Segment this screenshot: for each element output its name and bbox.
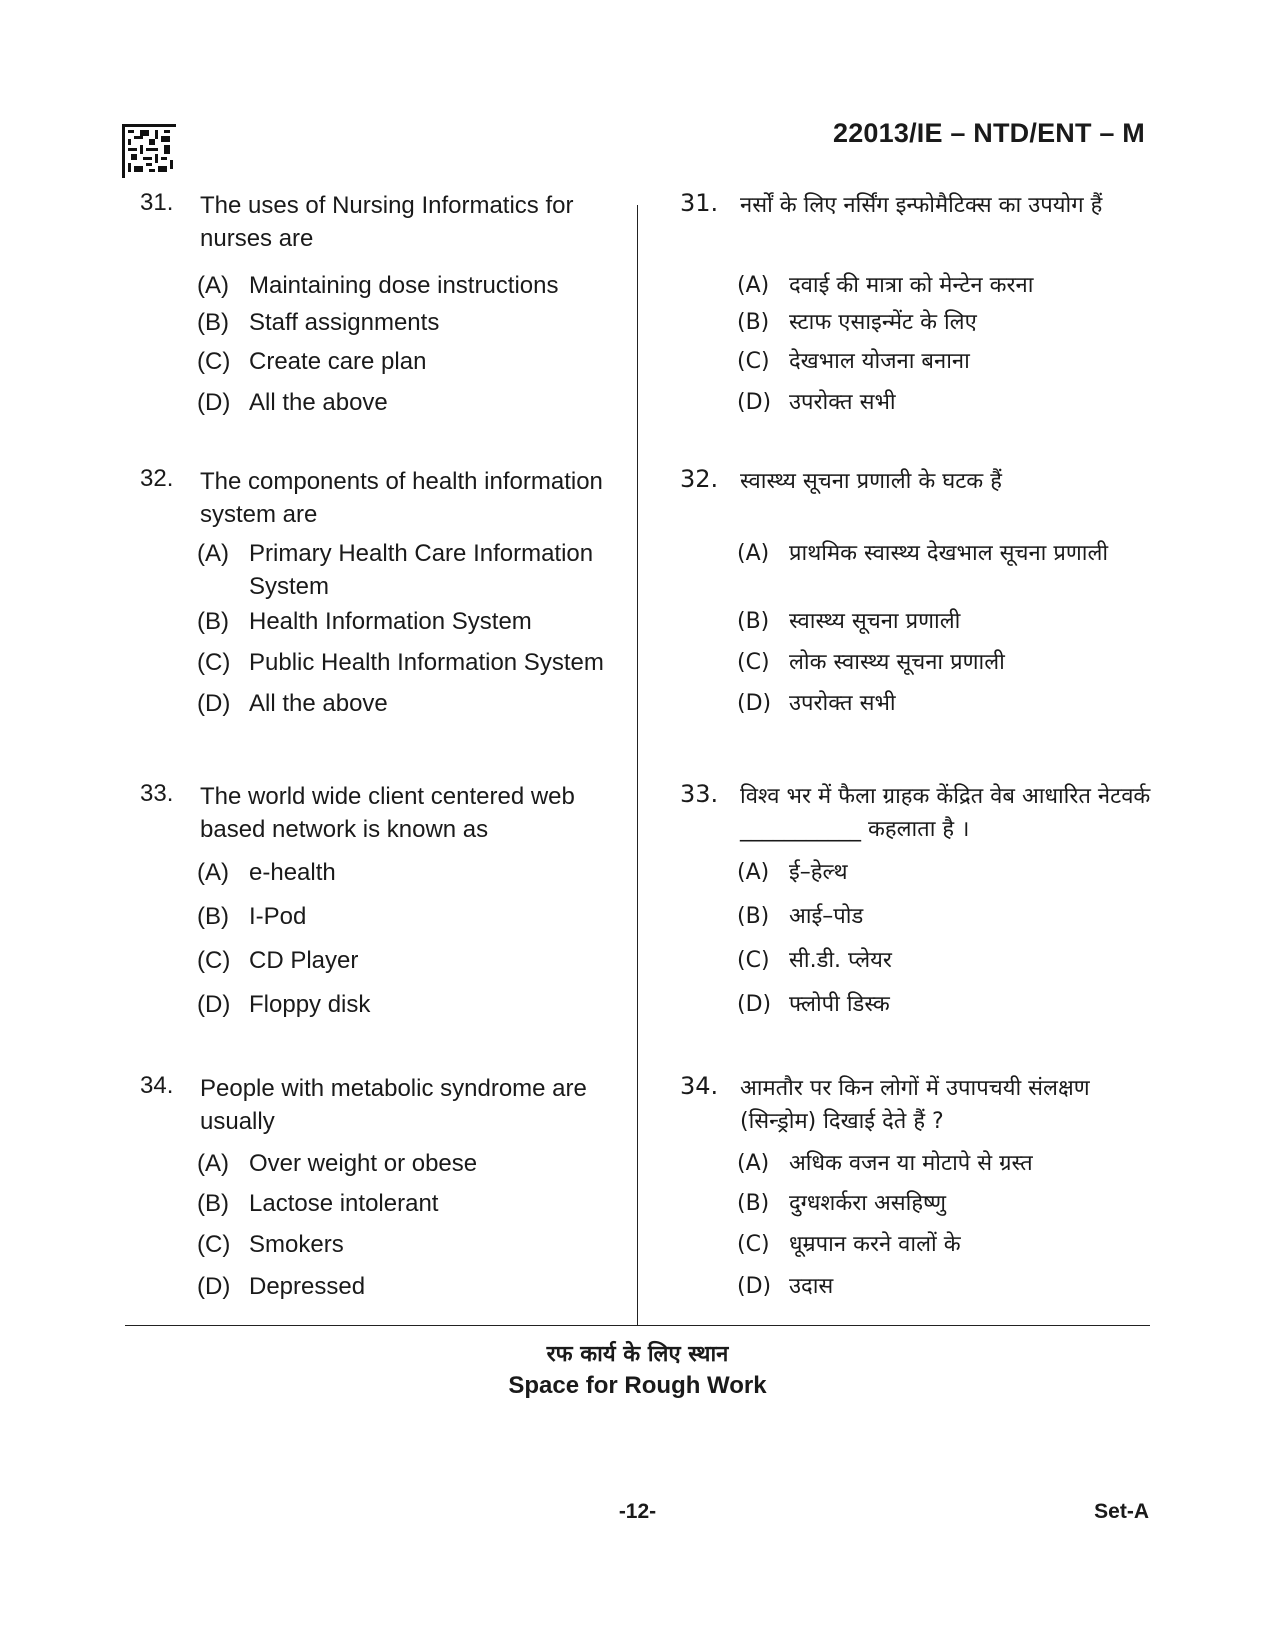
option-label: (D): [197, 690, 231, 717]
option-text: सी.डी. प्लेयर: [789, 948, 892, 973]
option-text: CD Player: [249, 947, 359, 974]
question-text: स्वास्थ्य सूचना प्रणाली के घटक हैं: [740, 469, 1002, 494]
question-number: 34.: [680, 1072, 719, 1100]
option-label: (C): [737, 948, 770, 973]
option-text: अधिक वजन या मोटापे से ग्रस्त: [789, 1151, 1033, 1176]
option-label: (C): [197, 1231, 231, 1258]
column-divider: [637, 205, 638, 1325]
option-text: प्राथमिक स्वास्थ्य देखभाल सूचना प्रणाली: [789, 541, 1109, 566]
option-label: (A): [197, 272, 229, 299]
option-text: Depressed: [249, 1273, 366, 1300]
option-label: (D): [737, 691, 772, 716]
option-label: (B): [197, 903, 229, 930]
option-label: (C): [197, 649, 231, 676]
question-number: 31.: [680, 189, 719, 217]
option-text: Maintaining dose instructions: [249, 272, 559, 299]
option-label: (A): [737, 541, 770, 566]
option-text: All the above: [249, 690, 388, 717]
option-text: e-health: [249, 859, 336, 886]
option-label: (A): [737, 1151, 770, 1176]
question-text: The components of health information system are: [200, 468, 603, 528]
option-label: (C): [197, 947, 231, 974]
page-number: -12-: [618, 1500, 657, 1523]
option-label: (C): [737, 1232, 770, 1257]
qr-code: [122, 124, 176, 178]
question-text: The world wide client centered web based network is known as: [200, 783, 575, 843]
option-text: दवाई की मात्रा को मेन्टेन करना: [789, 273, 1034, 298]
option-text: धूम्रपान करने वालों के: [789, 1232, 961, 1257]
set-label: Set-A: [1094, 1500, 1149, 1523]
question-number: 34.: [140, 1072, 174, 1099]
option-text: देखभाल योजना बनाना: [789, 349, 970, 374]
option-label: (D): [737, 992, 772, 1017]
option-label: (A): [197, 540, 229, 567]
option-text: Health Information System: [249, 608, 532, 635]
exam-code: 22013/IE – NTD/ENT – M: [832, 118, 1145, 148]
option-label: (A): [737, 860, 770, 885]
option-label: (A): [737, 273, 770, 298]
option-text: Over weight or obese: [249, 1150, 478, 1177]
option-label: (B): [737, 1191, 770, 1216]
option-text: उपरोक्त सभी: [789, 390, 896, 415]
option-text: Create care plan: [249, 348, 427, 375]
option-label: (D): [197, 1273, 231, 1300]
question-number: 33.: [680, 780, 719, 808]
option-label: (C): [197, 348, 231, 375]
question-text: The uses of Nursing Informatics for nurses are: [200, 192, 574, 252]
question-number: 32.: [680, 465, 719, 493]
option-text: स्वास्थ्य सूचना प्रणाली: [789, 609, 961, 634]
question-text: आमतौर पर किन लोगों में उपापचयी संलक्षण (सिन्ड्रोम) दिखाई देते हैं ?: [740, 1076, 1090, 1134]
option-label: (B): [737, 310, 770, 335]
option-text: Primary Health Care Information System: [249, 540, 594, 600]
option-label: (B): [197, 1190, 229, 1217]
question-text: People with metabolic syndrome are usually: [200, 1075, 587, 1135]
option-text: Lactose intolerant: [249, 1190, 439, 1217]
option-text: All the above: [249, 389, 388, 416]
rough-work-title-english: Space for Rough Work: [508, 1372, 767, 1399]
option-text: दुग्धशर्करा असहिष्णु: [789, 1191, 946, 1216]
option-label: (C): [737, 349, 770, 374]
option-label: (D): [737, 390, 772, 415]
option-label: (D): [197, 991, 231, 1018]
option-label: (D): [737, 1274, 772, 1299]
question-number: 31.: [140, 189, 174, 216]
option-label: (B): [737, 904, 770, 929]
option-label: (B): [737, 609, 770, 634]
option-text: Public Health Information System: [249, 649, 604, 676]
option-text: I-Pod: [249, 903, 307, 930]
option-label: (A): [197, 859, 229, 886]
option-text: स्टाफ एसाइन्मेंट के लिए: [789, 310, 977, 335]
option-text: लोक स्वास्थ्य सूचना प्रणाली: [789, 650, 1005, 675]
option-text: ई–हेल्थ: [789, 860, 848, 885]
rough-work-divider: [125, 1325, 1150, 1326]
option-label: (B): [197, 608, 229, 635]
option-text: उपरोक्त सभी: [789, 691, 896, 716]
question-text: नर्सों के लिए नर्सिंग इन्फोमैटिक्स का उपयोग हैं: [740, 193, 1103, 218]
option-label: (D): [197, 389, 231, 416]
option-label: (C): [737, 650, 770, 675]
option-text: Floppy disk: [249, 991, 371, 1018]
question-number: 33.: [140, 780, 174, 807]
option-label: (B): [197, 309, 229, 336]
option-text: Staff assignments: [249, 309, 440, 336]
rough-work-title-hindi: रफ कार्य के लिए स्थान: [546, 1342, 729, 1367]
option-text: Smokers: [249, 1231, 344, 1258]
option-text: आई–पोड: [789, 904, 864, 929]
option-label: (A): [197, 1150, 229, 1177]
question-text: विश्व भर में फैला ग्राहक केंद्रित वेब आधारित नेटवर्क ___________ कहलाता है ।: [740, 784, 1151, 842]
question-number: 32.: [140, 465, 174, 492]
option-text: उदास: [789, 1274, 834, 1299]
option-text: फ्लोपी डिस्क: [789, 992, 890, 1017]
